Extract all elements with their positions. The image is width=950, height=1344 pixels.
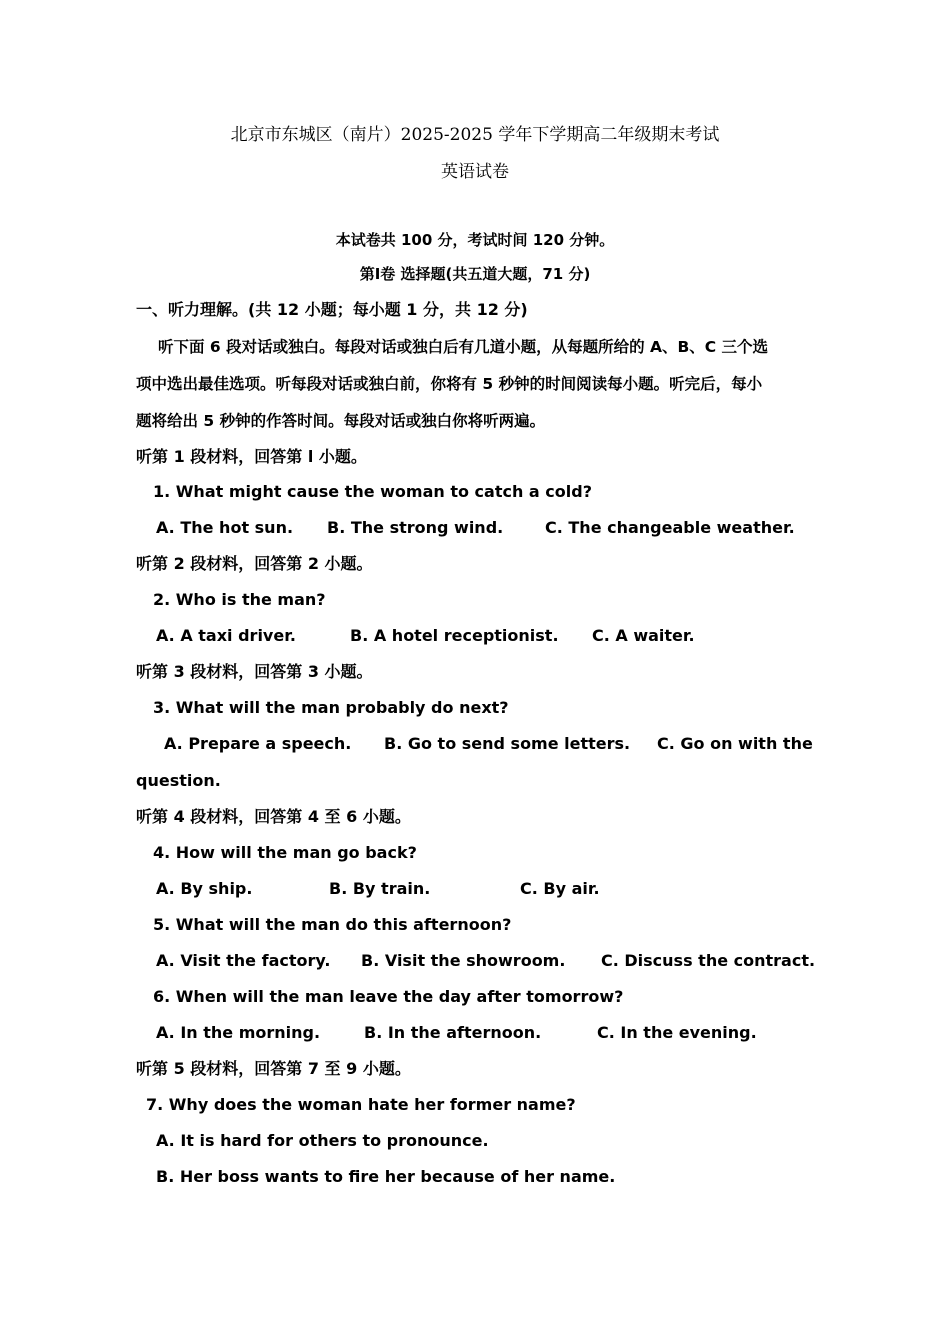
question-2-stem: 2. Who is the man? xyxy=(153,590,326,609)
section-heading: 一、听力理解。(共 12 小题；每小题 1 分，共 12 分) xyxy=(136,300,528,319)
question-3-option-c[interactable]: C. Go on with the xyxy=(657,734,813,753)
question-4-option-a[interactable]: A. By ship. xyxy=(156,879,253,898)
question-5-option-b[interactable]: B. Visit the showroom. xyxy=(361,951,566,970)
question-2-option-c[interactable]: C. A waiter. xyxy=(592,626,695,645)
passage-3-label: 听第 3 段材料，回答第 3 小题。 xyxy=(136,662,373,681)
instructions-line-2: 项中选出最佳选项。听每段对话或独白前，你将有 5 秒钟的时间阅读每小题。听完后，每小 xyxy=(136,375,763,393)
question-5-option-a[interactable]: A. Visit the factory. xyxy=(156,951,331,970)
exam-summary: 本试卷共 100 分，考试时间 120 分钟。 xyxy=(335,231,615,249)
question-4-options xyxy=(0,879,950,899)
instructions-line-3: 题将给出 5 秒钟的作答时间。每段对话或独白你将听两遍。 xyxy=(136,412,546,430)
question-5-stem: 5. What will the man do this afternoon? xyxy=(153,915,512,934)
question-1-option-c[interactable]: C. The changeable weather. xyxy=(545,518,795,537)
question-3-option-c-continued: question. xyxy=(136,771,221,790)
question-7-option-a[interactable]: A. It is hard for others to pronounce. xyxy=(156,1131,489,1150)
question-4-stem: 4. How will the man go back? xyxy=(153,843,417,862)
question-6-options xyxy=(0,1023,950,1043)
exam-subtitle: 英语试卷 xyxy=(441,162,509,182)
question-4-option-b[interactable]: B. By train. xyxy=(329,879,431,898)
question-1-options xyxy=(0,518,950,538)
question-1-option-b[interactable]: B. The strong wind. xyxy=(327,518,504,537)
passage-1-label: 听第 1 段材料，回答第 l 小题。 xyxy=(136,447,367,466)
question-3-option-a[interactable]: A. Prepare a speech. xyxy=(164,734,352,753)
question-7-stem: 7. Why does the woman hate her former name? xyxy=(146,1095,576,1114)
question-2-option-a[interactable]: A. A taxi driver. xyxy=(156,626,296,645)
question-7-option-b[interactable]: B. Her boss wants to fire her because of her name. xyxy=(156,1167,616,1186)
question-2-option-b[interactable]: B. A hotel receptionist. xyxy=(350,626,559,645)
passage-2-label: 听第 2 段材料，回答第 2 小题。 xyxy=(136,554,373,573)
passage-4-label: 听第 4 段材料，回答第 4 至 6 小题。 xyxy=(136,807,411,826)
question-6-option-b[interactable]: B. In the afternoon. xyxy=(364,1023,542,1042)
question-6-stem: 6. When will the man leave the day after tomorrow? xyxy=(153,987,624,1006)
question-3-option-b[interactable]: B. Go to send some letters. xyxy=(384,734,631,753)
question-1-option-a[interactable]: A. The hot sun. xyxy=(156,518,294,537)
exam-title: 北京市东城区（南片）2025-2025 学年下学期高二年级期末考试 xyxy=(230,125,720,145)
passage-5-label: 听第 5 段材料，回答第 7 至 9 小题。 xyxy=(136,1059,411,1078)
question-5-option-c[interactable]: C. Discuss the contract. xyxy=(601,951,816,970)
question-4-option-c[interactable]: C. By air. xyxy=(520,879,600,898)
part-title: 第Ⅰ卷 选择题(共五道大题，71 分) xyxy=(359,265,591,283)
question-3-stem: 3. What will the man probably do next? xyxy=(153,698,509,717)
question-6-option-c[interactable]: C. In the evening. xyxy=(597,1023,757,1042)
question-3-options xyxy=(0,734,950,754)
question-6-option-a[interactable]: A. In the morning. xyxy=(156,1023,321,1042)
question-1-stem: 1. What might cause the woman to catch a cold? xyxy=(153,482,592,501)
question-5-options xyxy=(0,951,950,971)
question-2-options xyxy=(0,626,950,646)
instructions-line-1: 听下面 6 段对话或独白。每段对话或独白后有几道小题，从每题所给的 A、B、C 三个选 xyxy=(158,338,769,356)
